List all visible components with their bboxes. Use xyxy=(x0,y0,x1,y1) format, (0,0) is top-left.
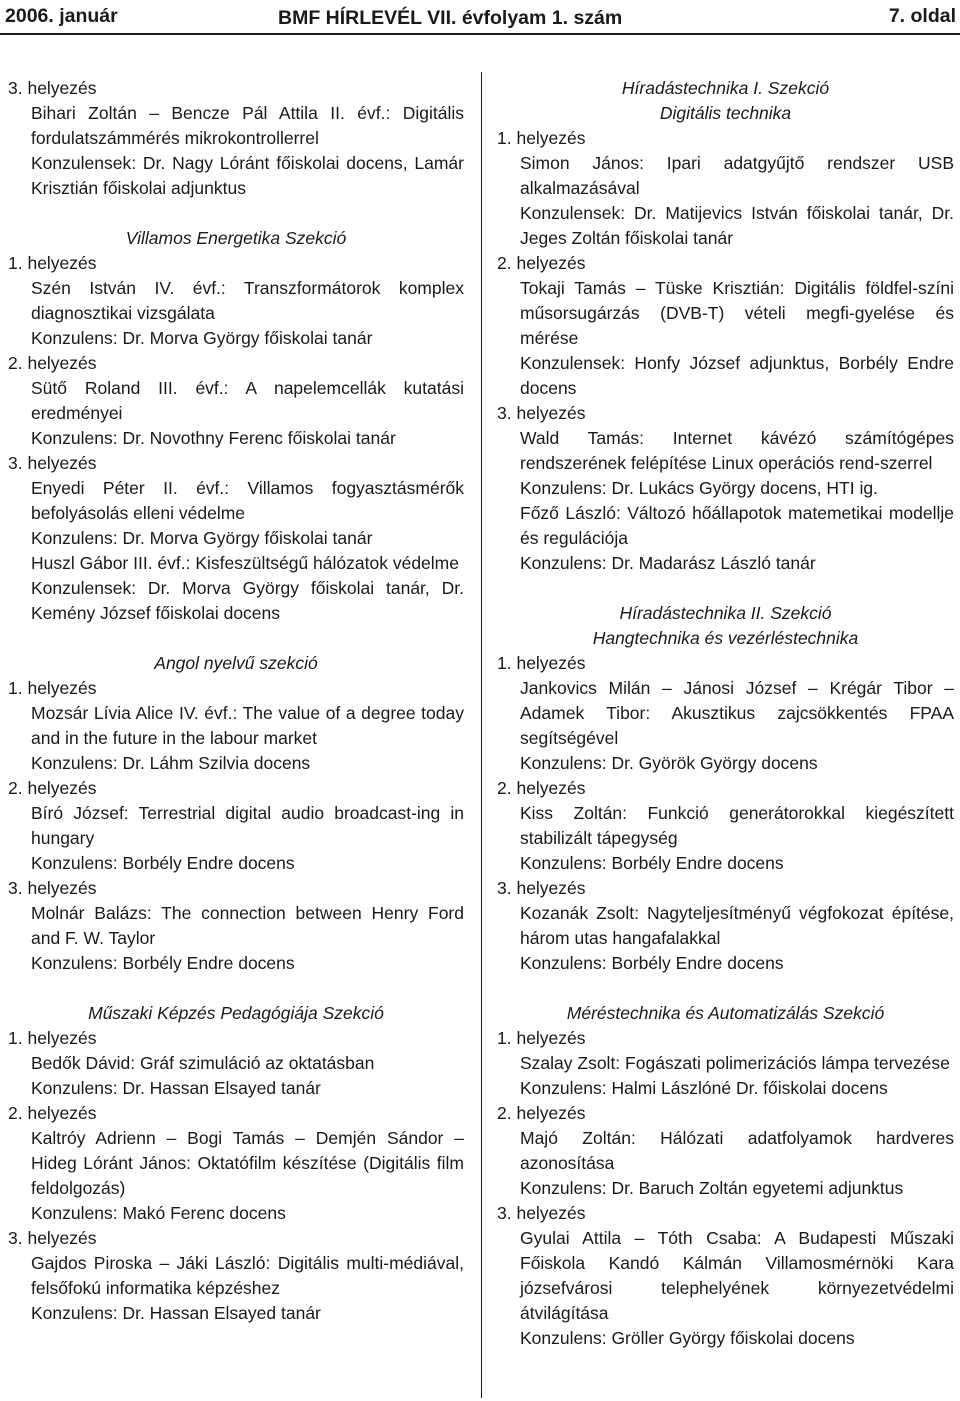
award-title: Tokaji Tamás – Tüske Krisztián: Digitális földfel-színi műsorsugárzás (DVB-T) vételi megfi-gyelése és mérése xyxy=(520,278,954,348)
consultant-text: Konzulens: Halmi Lászlóné Dr. főiskolai docens xyxy=(520,1078,888,1098)
placement-label: 1. helyezés xyxy=(8,1028,97,1048)
section-title: Híradástechnika II. Szekció xyxy=(619,603,832,623)
section-title: Villamos Energetika Szekció xyxy=(125,228,347,248)
award-entry xyxy=(497,776,954,876)
section-title: Híradástechnika I. Szekció xyxy=(621,78,830,98)
award-title: Kaltróy Adrienn – Bogi Tamás – Demjén Sándor – Hideg Lóránt János: Oktatófilm készítése (Digitális film feldolgozás) xyxy=(31,1128,464,1198)
consultant-text: Konzulens: Dr. Novothny Ferenc főiskolai tanár xyxy=(31,428,396,448)
award-entry xyxy=(497,401,954,501)
award-title: Huszl Gábor III. évf.: Kisfeszültségű hálózatok védelme xyxy=(31,553,459,573)
award-title: Bíró József: Terrestrial digital audio broadcast-ing in hungary xyxy=(31,803,464,848)
placement-label: 3. helyezés xyxy=(497,878,586,898)
placement-label: 1. helyezés xyxy=(497,1028,586,1048)
page-header xyxy=(0,0,960,35)
column-divider xyxy=(481,72,482,1398)
consultant-text: Konzulens: Borbély Endre docens xyxy=(520,853,784,873)
header-page-number: 7. oldal xyxy=(888,5,956,27)
consultant-text: Konzulens: Gröller György főiskolai docens xyxy=(520,1328,855,1348)
placement-label: 3. helyezés xyxy=(8,1228,97,1248)
award-entry xyxy=(8,351,464,451)
award-entry xyxy=(497,876,954,976)
consultant-text: Konzulens: Makó Ferenc docens xyxy=(31,1203,286,1223)
award-title: Molnár Balázs: The connection between Henry Ford and F. W. Taylor xyxy=(31,903,464,948)
left-column xyxy=(8,76,464,1326)
section-title: Műszaki Képzés Pedagógiája Szekció xyxy=(88,1003,384,1023)
award-title: Majó Zoltán: Hálózati adatfolyamok hardveres azonosítása xyxy=(520,1128,954,1173)
consultant-text: Konzulens: Dr. Morva György főiskolai tanár xyxy=(31,528,373,548)
section xyxy=(8,651,464,976)
award-entry xyxy=(8,1226,464,1326)
placement-label: 3. helyezés xyxy=(497,1203,586,1223)
award-entry xyxy=(497,1201,954,1351)
award-title: Mozsár Lívia Alice IV. évf.: The value of a degree today and in the future in the labour market xyxy=(31,703,464,748)
award-entry xyxy=(8,251,464,351)
right-column xyxy=(497,76,954,1351)
award-entry xyxy=(497,1026,954,1101)
placement-label: 2. helyezés xyxy=(497,1103,586,1123)
award-title: Gajdos Piroska – Jáki László: Digitális multi-médiával, felsőfokú informatika képzéshez xyxy=(31,1253,464,1298)
consultant-text: Konzulens: Dr. Hassan Elsayed tanár xyxy=(31,1078,321,1098)
section xyxy=(8,1001,464,1326)
placement-label: 2. helyezés xyxy=(8,1103,97,1123)
consultant-text: Konzulensek: Dr. Nagy Lóránt főiskolai docens, Lamár Krisztián főiskolai adjunktus xyxy=(31,153,464,198)
section-subtitle: Digitális technika xyxy=(659,103,792,123)
placement-label: 2. helyezés xyxy=(497,253,586,273)
award-entry xyxy=(497,251,954,401)
consultant-text: Konzulens: Dr. Baruch Zoltán egyetemi adjunktus xyxy=(520,1178,904,1198)
award-entry xyxy=(497,651,954,776)
consultant-text: Konzulens: Borbély Endre docens xyxy=(31,853,295,873)
award-entry xyxy=(497,1101,954,1201)
consultant-text: Konzulens: Dr. Láhm Szilvia docens xyxy=(31,753,311,773)
award-title: Sütő Roland III. évf.: A napelemcellák kutatási eredményei xyxy=(31,378,464,423)
award-entry xyxy=(8,76,464,201)
header-date: 2006. január xyxy=(5,5,118,27)
award-entry xyxy=(8,876,464,976)
award-title: Kiss Zoltán: Funkció generátorokkal kiegészített stabilizált tápegység xyxy=(520,803,954,848)
award-title: Kozanák Zsolt: Nagyteljesítményű végfokozat építése, három utas hangafalakkal xyxy=(520,903,954,948)
section xyxy=(8,226,464,626)
award-entry xyxy=(497,126,954,251)
consultant-text: Konzulens: Borbély Endre docens xyxy=(31,953,295,973)
award-entry xyxy=(8,451,464,551)
section xyxy=(497,1001,954,1351)
award-entry xyxy=(8,1026,464,1101)
consultant-text: Konzulens: Dr. Hassan Elsayed tanár xyxy=(31,1303,321,1323)
award-entry xyxy=(497,501,954,576)
section-subtitle: Hangtechnika és vezérléstechnika xyxy=(592,628,859,648)
award-title: Gyulai Attila – Tóth Csaba: A Budapesti Műszaki Főiskola Kandó Kálmán Villamosmérnöki Kara józsefvárosi telephelyének környezetvédelmi átvilágítása xyxy=(520,1228,954,1323)
award-entry xyxy=(8,1101,464,1226)
section xyxy=(8,76,464,201)
consultant-text: Konzulens: Dr. Morva György főiskolai tanár xyxy=(31,328,373,348)
section xyxy=(497,601,954,976)
award-title: Wald Tamás: Internet kávézó számítógépes rendszerének felépítése Linux operációs rend-szerrel xyxy=(520,428,954,473)
header-title: BMF HÍRLEVÉL VII. évfolyam 1. szám xyxy=(278,7,623,29)
award-title: Bedők Dávid: Gráf szimuláció az oktatásban xyxy=(31,1053,375,1073)
consultant-text: Konzulens: Dr. Lukács György docens, HTI ig. xyxy=(520,478,878,498)
award-entry xyxy=(8,551,464,626)
award-title: Főző László: Változó hőállapotok matemetikai modellje és regulációja xyxy=(520,503,954,548)
award-title: Szén István IV. évf.: Transzformátorok komplex diagnosztikai vizsgálata xyxy=(31,278,464,323)
placement-label: 3. helyezés xyxy=(8,453,97,473)
section-title: Méréstechnika és Automatizálás Szekció xyxy=(566,1003,885,1023)
award-entry xyxy=(8,676,464,776)
section xyxy=(497,76,954,576)
award-title: Szalay Zsolt: Fogászati polimerizációs lámpa tervezése xyxy=(520,1053,950,1073)
placement-label: 2. helyezés xyxy=(497,778,586,798)
placement-label: 2. helyezés xyxy=(8,353,97,373)
award-title: Enyedi Péter II. évf.: Villamos fogyasztásmérők befolyásolás elleni védelme xyxy=(31,478,464,523)
placement-label: 1. helyezés xyxy=(8,678,97,698)
placement-label: 1. helyezés xyxy=(497,653,586,673)
placement-label: 3. helyezés xyxy=(8,78,97,98)
placement-label: 1. helyezés xyxy=(497,128,586,148)
section-title: Angol nyelvű szekció xyxy=(154,653,318,673)
award-entry xyxy=(8,776,464,876)
award-title: Bihari Zoltán – Bencze Pál Attila II. évf.: Digitális fordulatszámmérés mikrokontrollerrel xyxy=(31,103,464,148)
consultant-text: Konzulensek: Dr. Matijevics István főiskolai tanár, Dr. Jeges Zoltán főiskolai tanár xyxy=(520,203,954,248)
consultant-text: Konzulensek: Honfy József adjunktus, Borbély Endre docens xyxy=(520,353,954,398)
consultant-text: Konzulens: Dr. Madarász László tanár xyxy=(520,553,816,573)
placement-label: 2. helyezés xyxy=(8,778,97,798)
consultant-text: Konzulens: Dr. Györök György docens xyxy=(520,753,818,773)
award-title: Simon János: Ipari adatgyűjtő rendszer USB alkalmazásával xyxy=(520,153,954,198)
placement-label: 1. helyezés xyxy=(8,253,97,273)
consultant-text: Konzulensek: Dr. Morva György főiskolai tanár, Dr. Kemény József főiskolai docens xyxy=(31,578,464,623)
placement-label: 3. helyezés xyxy=(8,878,97,898)
placement-label: 3. helyezés xyxy=(497,403,586,423)
award-title: Jankovics Milán – Jánosi József – Krégár Tibor – Adamek Tibor: Akusztikus zajcsökkentés FPAA segítségével xyxy=(520,678,954,748)
consultant-text: Konzulens: Borbély Endre docens xyxy=(520,953,784,973)
